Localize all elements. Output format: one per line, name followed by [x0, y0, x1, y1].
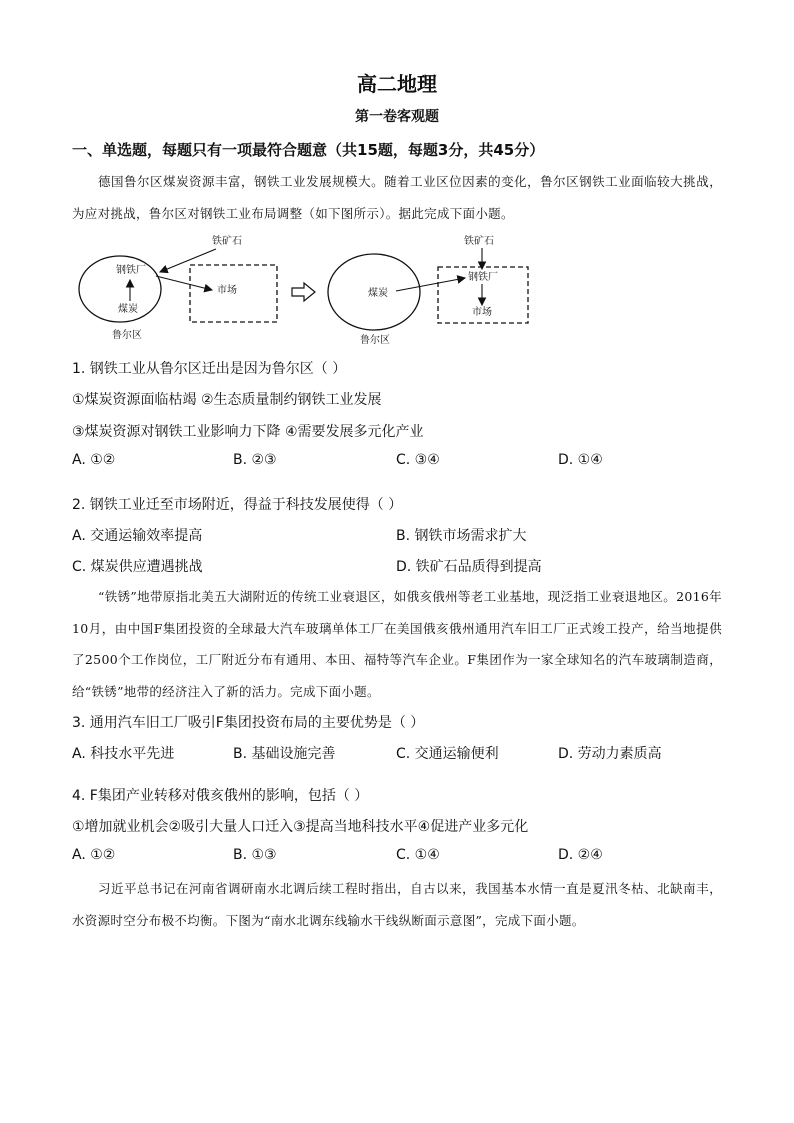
question-1-option-d[interactable]: D. ①④ [558, 452, 603, 468]
passage-rust-belt: “铁锈”地带原指北美五大湖附近的传统工业衰退区，如俄亥俄州等老工业基地，现泛指工业衰退地区。2016年10月，由中国F集团投资的全球最大汽车玻璃单体工厂在美国俄亥俄州通用汽车旧工厂正式竣工投产，给当地提供了2500个工作岗位，工厂附近分布有通用、本田、福特等汽车企业。F集团作为一家全球知名的汽车玻璃制造商，给“铁锈”地带的经济注入了新的活力。完成下面小题。 [72, 589, 722, 699]
steel-relocation-diagram [72, 228, 542, 350]
label-coal-left: 煤炭 [118, 304, 138, 315]
question-4-stem: 4. F集团产业转移对俄亥俄州的影响，包括（ ） [72, 788, 369, 804]
question-2-stem: 2. 钢铁工业迁至市场附近，得益于科技发展使得（ ） [72, 497, 403, 513]
question-1-statements-1: ①煤炭资源面临枯竭 ②生态质量制约钢铁工业发展 [72, 392, 382, 408]
question-3-option-a[interactable]: A. 科技水平先进 [72, 746, 175, 762]
question-4-statements: ①增加就业机会②吸引大量人口迁入③提高当地科技水平④促进产业多元化 [72, 819, 529, 835]
passage-ruhr: 德国鲁尔区煤炭资源丰富，钢铁工业发展规模大。随着工业区位因素的变化，鲁尔区钢铁工业面临较大挑战，为应对挑战，鲁尔区对钢铁工业布局调整（如下图所示）。据此完成下面小题。 [72, 174, 722, 221]
question-4-option-b[interactable]: B. ①③ [233, 847, 277, 863]
question-1-statements-2: ③煤炭资源对钢铁工业影响力下降 ④需要发展多元化产业 [72, 424, 424, 440]
arrow-coal-to-mill-right [396, 278, 465, 291]
question-4-option-c[interactable]: C. ①④ [396, 847, 440, 863]
question-3-option-b[interactable]: B. 基础设施完善 [233, 746, 336, 762]
label-market-left: 市场 [217, 285, 237, 296]
label-steel-mill-left: 钢铁厂 [116, 265, 146, 276]
question-2-option-c[interactable]: C. 煤炭供应遭遇挑战 [72, 559, 203, 575]
question-2-option-b[interactable]: B. 钢铁市场需求扩大 [396, 528, 527, 544]
arrow-mill-to-market-left [156, 276, 212, 290]
exam-subtitle: 第一卷客观题 [355, 109, 439, 125]
passage-water-diversion: 习近平总书记在河南省调研南水北调后续工程时指出，自古以来，我国基本水情一直是夏汛冬枯、北缺南丰，水资源时空分布极不均衡。下图为“南水北调东线输水干线纵断面示意图”，完成下面小题。 [72, 881, 722, 928]
section-heading: 一、单选题，每题只有一项最符合题意（共15题，每题3分，共45分） [72, 141, 545, 159]
label-iron-ore-left: 铁矿石 [212, 236, 242, 247]
label-ruhr-right: 鲁尔区 [360, 335, 390, 346]
question-2-option-d[interactable]: D. 铁矿石品质得到提高 [396, 559, 542, 575]
arrow-iron-to-mill-left [160, 249, 216, 272]
label-ruhr-left: 鲁尔区 [112, 330, 142, 341]
label-market-right: 市场 [472, 307, 492, 318]
label-steel-mill-right: 钢铁厂 [468, 272, 498, 283]
question-4-option-d[interactable]: D. ②④ [558, 847, 603, 863]
question-4-option-a[interactable]: A. ①② [72, 847, 116, 863]
question-3-option-d[interactable]: D. 劳动力素质高 [558, 746, 662, 762]
exam-title: 高二地理 [357, 72, 437, 96]
question-2-option-a[interactable]: A. 交通运输效率提高 [72, 528, 203, 544]
label-coal-right: 煤炭 [368, 288, 388, 299]
question-1-stem: 1. 钢铁工业从鲁尔区迁出是因为鲁尔区（ ） [72, 361, 347, 377]
question-1-option-b[interactable]: B. ②③ [233, 452, 277, 468]
question-1-option-c[interactable]: C. ③④ [396, 452, 440, 468]
question-3-option-c[interactable]: C. 交通运输便利 [396, 746, 499, 762]
transition-arrow-icon [292, 283, 315, 301]
question-3-stem: 3. 通用汽车旧工厂吸引F集团投资布局的主要优势是（ ） [72, 715, 425, 731]
question-1-option-a[interactable]: A. ①② [72, 452, 116, 468]
label-iron-ore-right: 铁矿石 [464, 236, 494, 247]
